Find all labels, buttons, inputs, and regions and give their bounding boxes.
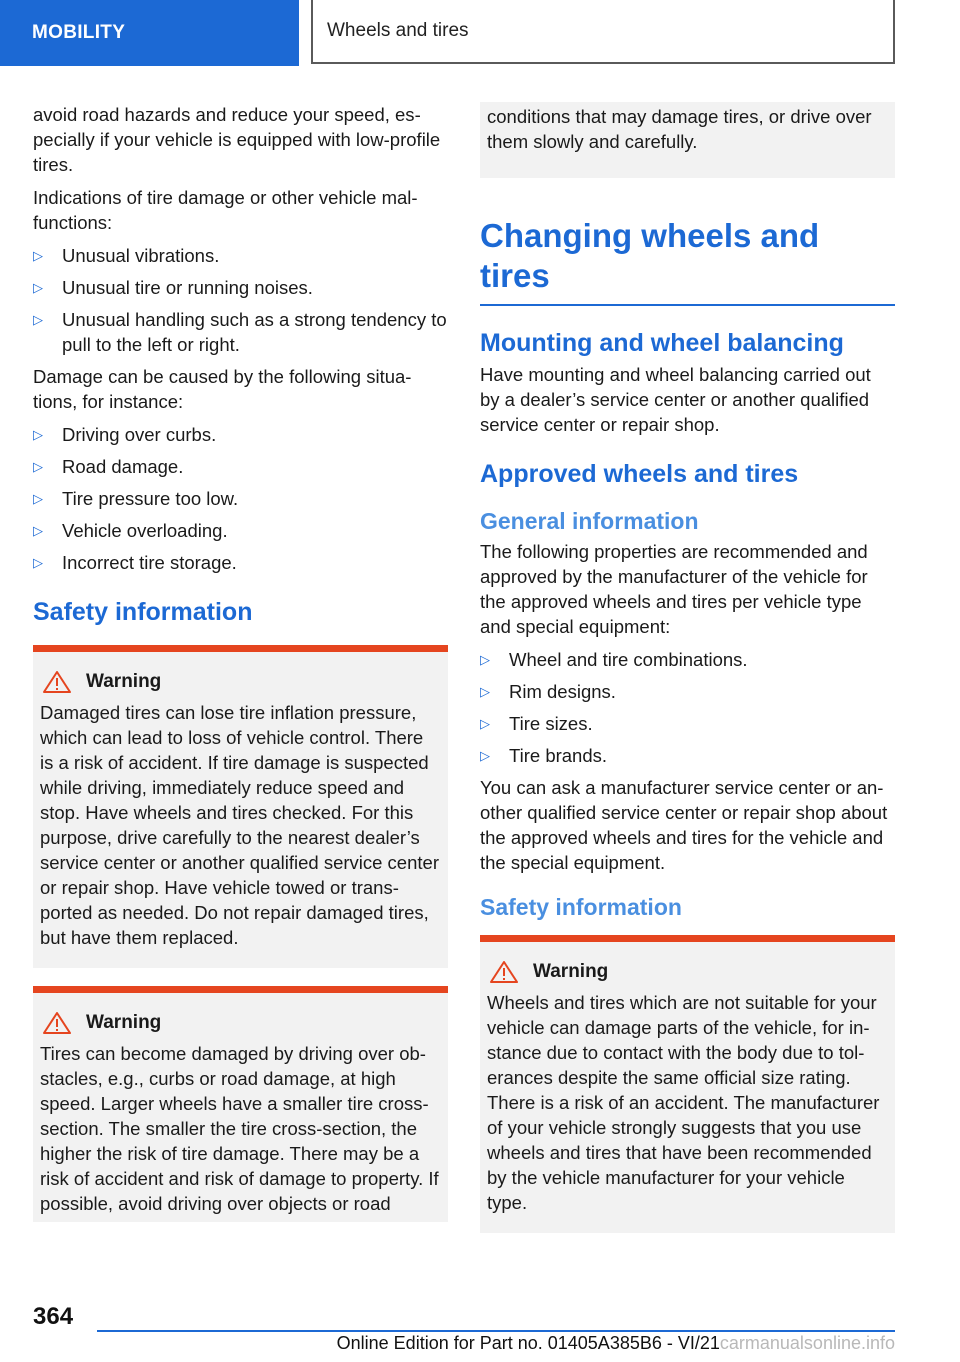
warning-header	[40, 1011, 440, 1035]
triangle-right-icon: ▷	[33, 459, 43, 474]
list-item-text: Unusual handling such as a strong tendency to pull to the left or right.	[62, 309, 447, 355]
warning-box	[33, 645, 448, 968]
list-item-text: Driving over curbs.	[62, 424, 217, 445]
triangle-right-icon: ▷	[480, 652, 490, 667]
page-header	[0, 0, 960, 66]
warning-header	[487, 960, 887, 984]
warning-text: Damaged tires can lose tire inflation pressure, which can lead to loss of vehicle control. There is a risk of accident. If tire damage is suspected while driving, immediately reduce speed and stop. Have wheels and tires checked. For this purpose, drive carefully to the nearest dealer’s service center or another qualified service center or repair shop. Have vehicle towed or transported as needed. Do not repair damaged tires, but have them replaced.	[40, 702, 439, 948]
bullet-list	[33, 422, 448, 575]
warning-triangle-icon	[42, 1011, 72, 1035]
page-number: 364	[33, 1303, 74, 1330]
warning-title: Warning	[86, 671, 162, 692]
list-item-text: Incorrect tire storage.	[62, 552, 237, 573]
list-item	[480, 711, 895, 736]
edition-info	[337, 1333, 895, 1354]
left-column	[33, 102, 448, 1222]
list-item	[480, 743, 895, 768]
warning-text: conditions that may damage tires, or drive over them slowly and carefully.	[487, 106, 872, 152]
paragraph: avoid road hazards and reduce your speed, especially if your vehicle is equipped with low-profile tires.	[33, 104, 441, 175]
triangle-right-icon: ▷	[480, 684, 490, 699]
section-heading: Safety information	[33, 598, 253, 626]
list-item-text: Road damage.	[62, 456, 184, 477]
list-item	[33, 243, 448, 268]
warning-triangle-icon	[489, 960, 519, 984]
list-item-text: Rim designs.	[509, 681, 616, 702]
list-item-text: Wheel and tire combinations.	[509, 649, 748, 670]
chapter-tab: Wheels and tires	[311, 0, 895, 64]
paragraph: Damage can be caused by the following situations, for instance:	[33, 366, 412, 412]
warning-text: Tires can become damaged by driving over obstacles, e.g., curbs or road damage, at high speed. Larger wheels have a smaller tire cross-section. The smaller the tire cross-section, the higher the risk of tire damage. There may be a risk of accident and risk of damage to property. If possible, avoid driving over objects or road	[40, 1043, 439, 1214]
paragraph: The following properties are recommended and approved by the manufacturer of the vehicle for the approved wheels and tires per vehicle type and special equipment:	[480, 541, 868, 637]
triangle-right-icon: ▷	[33, 523, 43, 538]
triangle-right-icon: ▷	[33, 427, 43, 442]
chapter-heading: Changing wheels and tires	[480, 216, 895, 306]
paragraph: You can ask a manufacturer service center or another qualified service center or repair shop about the approved wheels and tires for the vehicle and the special equipment.	[480, 777, 888, 873]
triangle-right-icon: ▷	[33, 312, 43, 327]
list-item-text: Unusual vibrations.	[62, 245, 220, 266]
list-item	[33, 518, 448, 543]
warning-box-continued	[480, 102, 895, 178]
triangle-right-icon: ▷	[33, 248, 43, 263]
subsection-heading: Safety information	[480, 894, 682, 920]
list-item-text: Unusual tire or running noises.	[62, 277, 313, 298]
list-item-text: Tire pressure too low.	[62, 488, 239, 509]
bullet-list	[33, 243, 448, 357]
right-column	[480, 102, 895, 1251]
watermark: carmanualsonline.info	[719, 1333, 895, 1353]
list-item	[33, 454, 448, 479]
triangle-right-icon: ▷	[33, 555, 43, 570]
list-item	[33, 422, 448, 447]
warning-box	[33, 986, 448, 1222]
list-item-text: Tire brands.	[509, 745, 608, 766]
warning-text: Wheels and tires which are not suitable for your vehicle can damage parts of the vehicle, for instance due to contact with the body due to tolerances despite the same official size rating. There is a risk of an accident. The manufacturer of your vehicle strongly suggests that you use wheels and tires that have been recommended by the vehicle manufacturer for your vehicle type.	[487, 992, 880, 1213]
triangle-right-icon: ▷	[33, 280, 43, 295]
list-item	[33, 486, 448, 511]
list-item-text: Tire sizes.	[509, 713, 593, 734]
section-tab: MOBILITY	[0, 0, 299, 66]
subsection-heading: General information	[480, 508, 699, 534]
footer-divider	[97, 1330, 895, 1332]
triangle-right-icon: ▷	[480, 748, 490, 763]
section-heading: Mounting and wheel balancing	[480, 329, 844, 357]
warning-title: Warning	[86, 1012, 162, 1033]
section-heading: Approved wheels and tires	[480, 460, 799, 488]
warning-header	[40, 670, 440, 694]
paragraph: Have mounting and wheel balancing carried out by a dealer’s service center or another qualified service center or repair shop.	[480, 364, 871, 435]
list-item	[33, 307, 448, 357]
list-item	[480, 647, 895, 672]
warning-title: Warning	[533, 961, 609, 982]
list-item-text: Vehicle overloading.	[62, 520, 228, 541]
paragraph: Indications of tire damage or other vehicle malfunctions:	[33, 187, 418, 233]
triangle-right-icon: ▷	[480, 716, 490, 731]
page-footer	[0, 1295, 960, 1362]
warning-triangle-icon	[42, 670, 72, 694]
triangle-right-icon: ▷	[33, 491, 43, 506]
list-item	[33, 550, 448, 575]
edition-text: Online Edition for Part no. 01405A385B6 - VI/21	[336, 1333, 720, 1353]
list-item	[480, 679, 895, 704]
warning-box	[480, 935, 895, 1233]
bullet-list	[480, 647, 895, 768]
list-item	[33, 275, 448, 300]
